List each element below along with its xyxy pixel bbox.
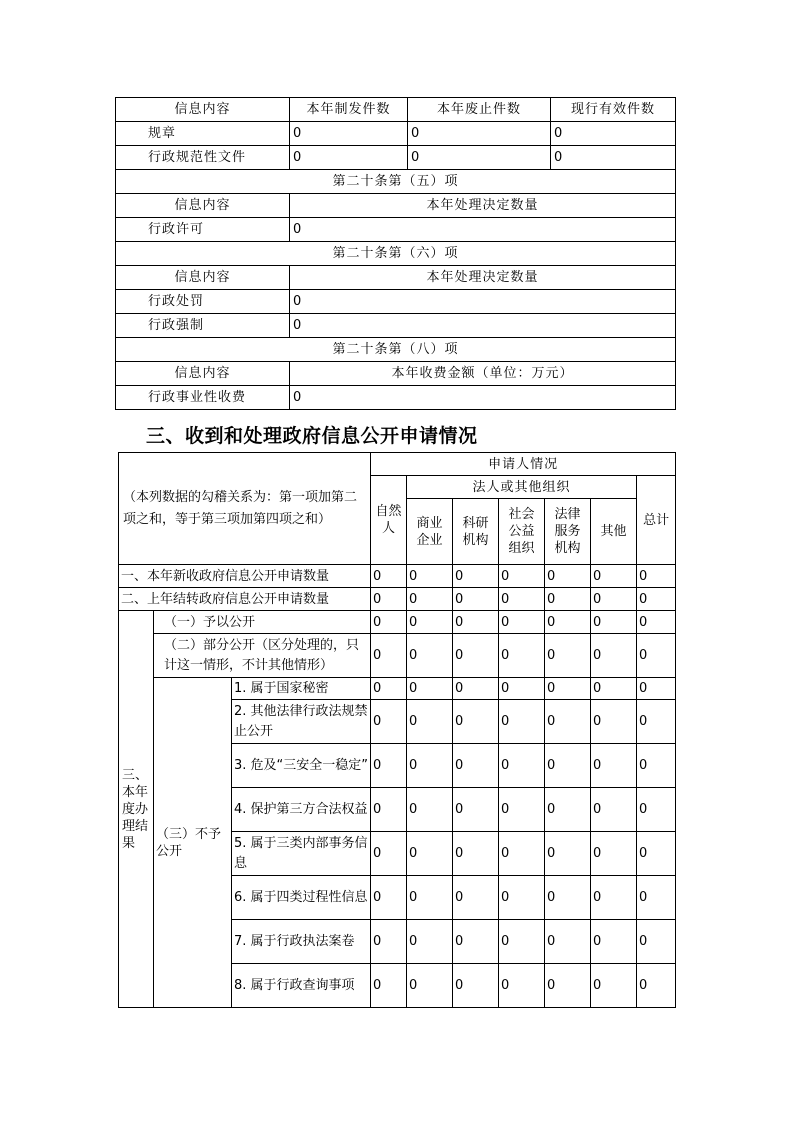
cell-value: 0 — [408, 146, 551, 170]
statistics-table-article20 — [115, 97, 676, 410]
row-label: 二、上年结转政府信息公开申请数量 — [119, 588, 371, 611]
row-label: 7. 属于行政执法案卷 — [232, 920, 371, 964]
table-header-row — [116, 194, 676, 218]
cell-value: 0 — [371, 832, 407, 876]
cell-value: 0 — [453, 565, 499, 588]
cell-value: 0 — [499, 634, 545, 678]
cell-value: 0 — [290, 122, 408, 146]
row-label: 一、本年新收政府信息公开申请数量 — [119, 565, 371, 588]
cell-value: 0 — [591, 565, 637, 588]
cell-value: 0 — [453, 611, 499, 634]
header-info-content: 信息内容 — [116, 266, 290, 290]
section-title-row — [116, 170, 676, 194]
header-info-content: 信息内容 — [116, 194, 290, 218]
row-label: （一）予以公开 — [154, 611, 371, 634]
cell-value: 0 — [591, 700, 637, 744]
row-label: 行政许可 — [116, 218, 290, 242]
cell-value: 0 — [371, 964, 407, 1008]
table-row — [116, 218, 676, 242]
cell-value: 0 — [545, 611, 591, 634]
header-repealed-count: 本年废止件数 — [408, 98, 551, 122]
cell-value: 0 — [591, 788, 637, 832]
cell-value: 0 — [371, 744, 407, 788]
header-info-content: 信息内容 — [116, 362, 290, 386]
cell-value: 0 — [545, 588, 591, 611]
table-header-row — [116, 98, 676, 122]
cell-value: 0 — [637, 565, 676, 588]
cell-value: 0 — [371, 788, 407, 832]
header-business: 商业企业 — [407, 499, 453, 565]
cell-value: 0 — [545, 700, 591, 744]
header-info-content: 信息内容 — [116, 98, 290, 122]
cell-value: 0 — [499, 788, 545, 832]
table-row — [116, 146, 676, 170]
header-research: 科研机构 — [453, 499, 499, 565]
header-legal-service: 法律服务机构 — [545, 499, 591, 565]
cell-value: 0 — [637, 832, 676, 876]
cell-value: 0 — [407, 876, 453, 920]
row-label: 8. 属于行政查询事项 — [232, 964, 371, 1008]
header-total: 总计 — [637, 476, 676, 565]
cell-value: 0 — [407, 788, 453, 832]
cell-value: 0 — [407, 920, 453, 964]
cell-value: 0 — [637, 611, 676, 634]
cell-value: 0 — [545, 920, 591, 964]
cell-value: 0 — [453, 876, 499, 920]
cell-value: 0 — [371, 700, 407, 744]
row-label: （二）部分公开（区分处理的，只计这一情形，不计其他情形） — [154, 634, 371, 678]
table-row — [116, 290, 676, 314]
cell-value: 0 — [545, 634, 591, 678]
cell-value: 0 — [499, 876, 545, 920]
cell-value: 0 — [545, 788, 591, 832]
cell-value: 0 — [545, 565, 591, 588]
table-note: （本列数据的勾稽关系为：第一项加第二项之和，等于第三项加第四项之和） — [119, 453, 371, 565]
cell-value: 0 — [371, 588, 407, 611]
header-public-welfare: 社会公益组织 — [499, 499, 545, 565]
table-row — [119, 678, 676, 700]
cell-value: 0 — [591, 634, 637, 678]
cell-value: 0 — [371, 678, 407, 700]
row-label: 行政规范性文件 — [116, 146, 290, 170]
cell-value: 0 — [407, 832, 453, 876]
cell-value: 0 — [453, 788, 499, 832]
table-row — [119, 611, 676, 634]
row-group-label: 三、本年度办理结果 — [119, 611, 154, 1008]
header-decision-count: 本年处理决定数量 — [290, 194, 676, 218]
table-row — [116, 314, 676, 338]
section-title-row — [116, 242, 676, 266]
cell-value: 0 — [637, 788, 676, 832]
cell-value: 0 — [499, 832, 545, 876]
cell-value: 0 — [545, 678, 591, 700]
table-row — [119, 588, 676, 611]
row-label: 3. 危及“三安全一稳定” — [232, 744, 371, 788]
cell-value: 0 — [637, 588, 676, 611]
row-label: 2. 其他法律行政法规禁止公开 — [232, 700, 371, 744]
cell-value: 0 — [637, 700, 676, 744]
cell-value: 0 — [545, 832, 591, 876]
cell-value: 0 — [407, 744, 453, 788]
cell-value: 0 — [453, 964, 499, 1008]
header-row — [119, 453, 676, 476]
cell-value: 0 — [407, 588, 453, 611]
cell-value: 0 — [371, 876, 407, 920]
cell-value: 0 — [290, 146, 408, 170]
section-title-row — [116, 338, 676, 362]
cell-value: 0 — [371, 634, 407, 678]
cell-value: 0 — [499, 744, 545, 788]
cell-value: 0 — [637, 744, 676, 788]
cell-value: 0 — [371, 565, 407, 588]
table-header-row — [116, 266, 676, 290]
cell-value: 0 — [407, 964, 453, 1008]
cell-value: 0 — [290, 314, 676, 338]
cell-value: 0 — [453, 744, 499, 788]
cell-value: 0 — [591, 964, 637, 1008]
cell-value: 0 — [290, 218, 676, 242]
cell-value: 0 — [545, 876, 591, 920]
table-row — [119, 565, 676, 588]
cell-value: 0 — [551, 122, 676, 146]
header-natural-person: 自然人 — [371, 476, 407, 565]
table-row — [119, 634, 676, 678]
cell-value: 0 — [499, 678, 545, 700]
row-subgroup-label: （三）不予公开 — [154, 678, 232, 1008]
cell-value: 0 — [545, 744, 591, 788]
cell-value: 0 — [591, 832, 637, 876]
cell-value: 0 — [407, 611, 453, 634]
cell-value: 0 — [637, 876, 676, 920]
section-title: 第二十条第（六）项 — [116, 242, 676, 266]
cell-value: 0 — [407, 700, 453, 744]
header-decision-count: 本年处理决定数量 — [290, 266, 676, 290]
row-label: 1. 属于国家秘密 — [232, 678, 371, 700]
cell-value: 0 — [408, 122, 551, 146]
cell-value: 0 — [499, 565, 545, 588]
cell-value: 0 — [453, 920, 499, 964]
section-title: 第二十条第（八）项 — [116, 338, 676, 362]
row-label: 行政处罚 — [116, 290, 290, 314]
cell-value: 0 — [407, 678, 453, 700]
cell-value: 0 — [499, 700, 545, 744]
header-other: 其他 — [591, 499, 637, 565]
cell-value: 0 — [371, 611, 407, 634]
cell-value: 0 — [371, 920, 407, 964]
row-label: 6. 属于四类过程性信息 — [232, 876, 371, 920]
table-header-row — [116, 362, 676, 386]
cell-value: 0 — [591, 876, 637, 920]
cell-value: 0 — [551, 146, 676, 170]
cell-value: 0 — [591, 920, 637, 964]
cell-value: 0 — [453, 588, 499, 611]
cell-value: 0 — [407, 565, 453, 588]
application-statistics-table — [118, 452, 676, 1008]
cell-value: 0 — [290, 290, 676, 314]
cell-value: 0 — [407, 634, 453, 678]
cell-value: 0 — [453, 832, 499, 876]
row-label: 4. 保护第三方合法权益 — [232, 788, 371, 832]
row-label: 行政事业性收费 — [116, 386, 290, 410]
header-fee-amount: 本年收费金额（单位：万元） — [290, 362, 676, 386]
cell-value: 0 — [453, 700, 499, 744]
header-valid-count: 现行有效件数 — [551, 98, 676, 122]
cell-value: 0 — [637, 678, 676, 700]
cell-value: 0 — [637, 634, 676, 678]
row-label: 行政强制 — [116, 314, 290, 338]
header-applicant: 申请人情况 — [371, 453, 676, 476]
cell-value: 0 — [591, 678, 637, 700]
cell-value: 0 — [499, 611, 545, 634]
section-heading: 三、收到和处理政府信息公开申请情况 — [146, 425, 478, 447]
cell-value: 0 — [591, 611, 637, 634]
section-title: 第二十条第（五）项 — [116, 170, 676, 194]
cell-value: 0 — [637, 920, 676, 964]
cell-value: 0 — [591, 744, 637, 788]
cell-value: 0 — [453, 634, 499, 678]
cell-value: 0 — [499, 964, 545, 1008]
cell-value: 0 — [637, 964, 676, 1008]
cell-value: 0 — [591, 588, 637, 611]
row-label: 规章 — [116, 122, 290, 146]
cell-value: 0 — [453, 678, 499, 700]
header-legal-person: 法人或其他组织 — [407, 476, 637, 499]
cell-value: 0 — [290, 386, 676, 410]
header-issued-count: 本年制发件数 — [290, 98, 408, 122]
cell-value: 0 — [499, 920, 545, 964]
cell-value: 0 — [545, 964, 591, 1008]
table-row — [116, 386, 676, 410]
cell-value: 0 — [499, 588, 545, 611]
table-row — [116, 122, 676, 146]
row-label: 5. 属于三类内部事务信息 — [232, 832, 371, 876]
